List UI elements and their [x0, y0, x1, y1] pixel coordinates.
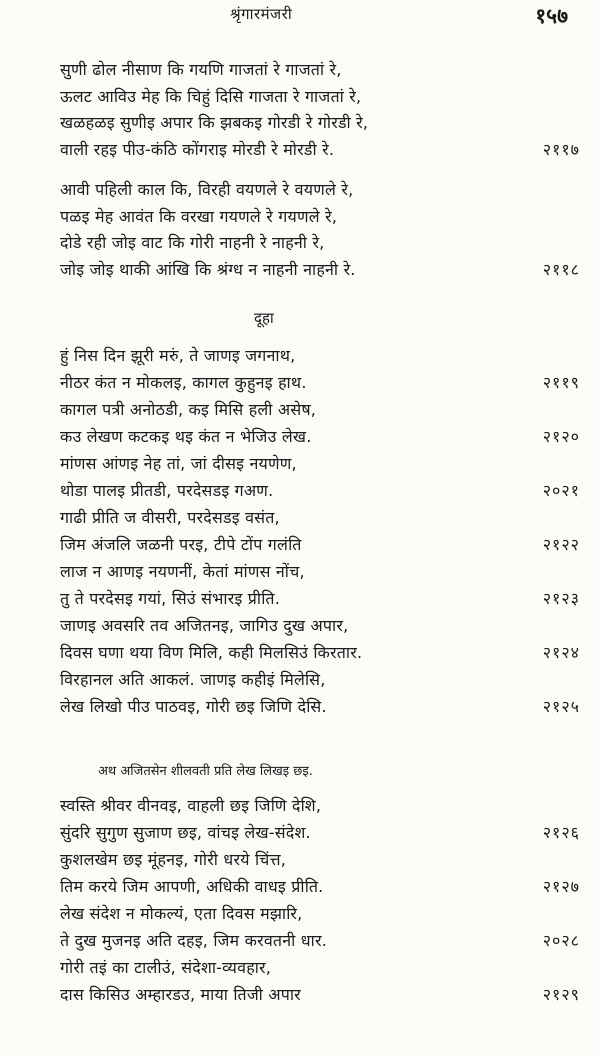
verse-line: वाली रहइ पीउ-कंठि कोंगराइ मोरडी रे मोरडी रे. २११७ — [60, 139, 580, 159]
verse-number: २१२९ — [542, 984, 580, 1004]
couplet-line-1: लाज न आणइ नयणनीं, केतां मांणस नोंच, — [60, 562, 305, 581]
verse-number: २०२८ — [542, 930, 580, 950]
verse-line: आवी पहिली काल कि, विरही वयणले रे वयणले रे, — [60, 180, 354, 199]
page-number: १५७ — [535, 4, 568, 28]
letter-block — [60, 794, 580, 1010]
couplet-line-2: नीठर कंत न मोकलइ, कागल कुहुनइ हाथ. २११९ — [60, 372, 580, 392]
verse-number: २१२४ — [542, 642, 580, 662]
running-head: श्रृंगारमंजरी — [230, 5, 293, 23]
couplet-line-1: जाणइ अवसरि तव अजितनइ, जागिउ दुख अपार, — [60, 616, 349, 635]
couplet-line-2: जिम अंजलि जळनी परइ, टीपे टोंप गलंति २१२२ — [60, 534, 580, 554]
couplet-line-1: स्वस्ति श्रीवर वीनवइ, वाहली छइ जिणि देशि, — [60, 796, 322, 815]
verse-number: २१२५ — [542, 696, 580, 716]
couplet-line-1: लेख संदेश न मोकल्यं, एता दिवस मझारि, — [60, 904, 303, 923]
verse-block-1 — [60, 58, 580, 164]
prose-note: अथ अजितसेन शीलवती प्रति लेख लिखइ छइ. — [98, 764, 313, 779]
verse-line: जोइ जोइ थाकी आंखि कि श्रंग्ध न नाहनी नाहनी रे. २११८ — [60, 259, 580, 279]
couplet-line-2: तु ते परदेसइ गयां, सिउं संभारइ प्रीति. २१२३ — [60, 588, 580, 608]
couplet-line-1: गाढी प्रीति ज वीसरी, परदेसडइ वसंत, — [60, 508, 280, 527]
couplet-line-2: कउ लेखण कटकइ थइ कंत न भेजिउ लेख. २१२० — [60, 426, 580, 446]
verse-line: ऊलट आविउ मेह कि चिहुं दिसि गाजता रे गाजतां रे, — [60, 86, 362, 106]
section-heading: दूहा — [254, 309, 274, 327]
couplet-line-2: लेख लिखो पीउ पाठवइ, गोरी छइ जिणि देसि. २१२५ — [60, 696, 580, 716]
couplet-line-1: हुं निस दिन झूरी मरुं, ते जाणइ जगनाथ, — [60, 346, 296, 365]
doha-block — [60, 344, 580, 722]
verse-number: २१२३ — [542, 588, 580, 608]
verse-number: २१२० — [542, 426, 580, 446]
verse-number: २११९ — [542, 372, 580, 392]
verse-line: दोडे रही जोइ वाट कि गोरी नाहनी रे नाहनी रे, — [60, 233, 325, 252]
verse-block-2 — [60, 178, 580, 284]
verse-number: २१२७ — [542, 876, 580, 896]
verse-number: २१२६ — [542, 822, 580, 842]
verse-number: २०२१ — [542, 480, 580, 500]
verse-line: पळइ मेह आवंत कि वरखा गयणले रे गयणले रे, — [60, 206, 338, 226]
couplet-line-2: ते दुख मुजनइ अति दहइ, जिम करवतनी धार. २०२८ — [60, 930, 580, 950]
verse-line: सुणी ढोल नीसाण कि गयणि गाजतां रे गाजतां रे, — [60, 60, 342, 79]
couplet-line-2: तिम करये जिम आपणी, अधिकी वाधइ प्रीति. २१२७ — [60, 876, 580, 896]
verse-line: खळहळइ सुणीइ अपार कि झबकइ गोरडी रे गोरडी रे, — [60, 113, 369, 132]
verse-number: २११७ — [542, 139, 580, 159]
couplet-line-1: विरहानल अति आकलं. जाणइ कहीइं मिलेसि, — [60, 670, 326, 689]
couplet-line-2: दिवस घणा थया विण मिलि, कही मिलसिउं किरतार. २१२४ — [60, 642, 580, 662]
verse-number: २११८ — [542, 259, 580, 279]
couplet-line-1: कागल पत्री अनोठडी, कइ मिसि हली असेष, — [60, 400, 317, 419]
couplet-line-2: थोडा पालइ प्रीतडी, परदेसडइ गअण. २०२१ — [60, 480, 580, 500]
verse-number: २१२२ — [542, 534, 580, 554]
couplet-line-1: कुशलखेम छइ मूंहनइ, गोरी धरये चिंत्त, — [60, 850, 287, 869]
couplet-line-2: दास किसिउ अम्हारडउ, माया तिजी अपार २१२९ — [60, 984, 580, 1004]
couplet-line-1: गोरी तइं का टालीउं, संदेशा-व्यवहार, — [60, 958, 272, 977]
couplet-line-2: सुंदरि सुगुण सुजाण छइ, वांचइ लेख-संदेश. २१२६ — [60, 822, 580, 842]
couplet-line-1: मांणस आंणइ नेह तां, जां दीसइ नयणेण, — [60, 454, 297, 473]
